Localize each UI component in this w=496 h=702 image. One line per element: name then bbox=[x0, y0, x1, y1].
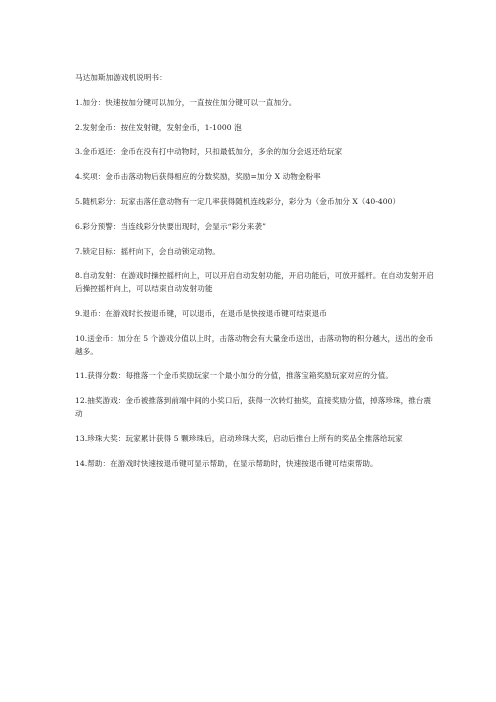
item-text: 珍珠大奖：玩家累计获得 5 颗珍珠后，启动珍珠大奖，启动后推台上所有的奖品全推落给玩家 bbox=[87, 433, 403, 443]
item-number: 5. bbox=[75, 196, 83, 206]
item-number: 9. bbox=[75, 308, 83, 318]
item-number: 12. bbox=[75, 396, 88, 406]
document-title: 马达加斯加游戏机说明书： bbox=[75, 73, 167, 82]
item-text: 帮助：在游戏时快速按退币键可显示帮助，在显示帮助时，快速按退币键可结束帮助。 bbox=[87, 458, 378, 468]
list-item bbox=[75, 270, 435, 296]
item-number: 1. bbox=[75, 97, 83, 107]
item-text: 退币：在游戏时长按退币键，可以退币，在退币是快按退币键可结束退币 bbox=[82, 308, 327, 318]
item-number: 8. bbox=[75, 271, 83, 281]
item-text: 送金币：加分在 5 个游戏分值以上时，击落动物会有大量金币送出，击落动物的积分越大，送出的金币越多。 bbox=[75, 333, 434, 356]
item-number: 10. bbox=[75, 333, 88, 343]
list-item bbox=[75, 171, 435, 184]
list-item bbox=[75, 97, 435, 110]
list-item bbox=[75, 333, 435, 359]
list-item bbox=[75, 395, 435, 421]
item-number: 4. bbox=[75, 172, 83, 182]
item-text: 获得分数：每推落一个金币奖励玩家一个最小加分的分值，推落宝箱奖励玩家对应的分值。 bbox=[87, 371, 393, 381]
list-item bbox=[75, 196, 435, 209]
list-item bbox=[75, 146, 435, 159]
item-text: 随机彩分：玩家击落任意动物有一定几率获得随机连线彩分，彩分为（金币加分 X（40-400） bbox=[82, 196, 401, 206]
item-text: 加分：快速按加分键可以加分，一直按住加分键可以一直加分。 bbox=[82, 97, 297, 107]
item-text: 彩分预警：当连线彩分快要出现时，会显示“彩分来袭” bbox=[82, 221, 267, 231]
list-item bbox=[75, 433, 435, 446]
manual-content bbox=[75, 72, 435, 482]
item-number: 13. bbox=[75, 433, 88, 443]
list-item bbox=[75, 221, 435, 234]
list-item bbox=[75, 122, 435, 135]
item-number: 14. bbox=[75, 458, 88, 468]
list-item bbox=[75, 370, 435, 383]
item-text: 锁定目标：摇杆向下，会自动锁定动物。 bbox=[82, 246, 220, 256]
item-number: 7. bbox=[75, 246, 83, 256]
item-number: 2. bbox=[75, 122, 83, 132]
list-item bbox=[75, 246, 435, 259]
list-item bbox=[75, 308, 435, 321]
item-text: 自动发射：在游戏时操控摇杆向上，可以开启自动发射功能，开启功能后，可放开摇杆。在自动发射开启后操控摇杆向上，可以结束自动发射功能 bbox=[75, 271, 434, 294]
item-number: 6. bbox=[75, 221, 83, 231]
item-text: 金币返还：金币在没有打中动物时，只扣最低加分，多余的加分会返还给玩家 bbox=[82, 147, 343, 157]
list-item bbox=[75, 458, 435, 471]
item-number: 3. bbox=[75, 147, 83, 157]
item-text: 发射金币：按住发射键，发射金币，1-1000 泡 bbox=[82, 122, 242, 132]
item-number: 11. bbox=[75, 371, 88, 381]
item-text: 抽奖游戏：金币被推落到前端中间的小奖口后，获得一次转灯抽奖，直接奖励分值，掉落珍珠，推台震动 bbox=[75, 396, 432, 418]
item-text: 奖项：金币击落动物后获得相应的分数奖励，奖励=加分 X 动物金粉率 bbox=[82, 172, 321, 182]
